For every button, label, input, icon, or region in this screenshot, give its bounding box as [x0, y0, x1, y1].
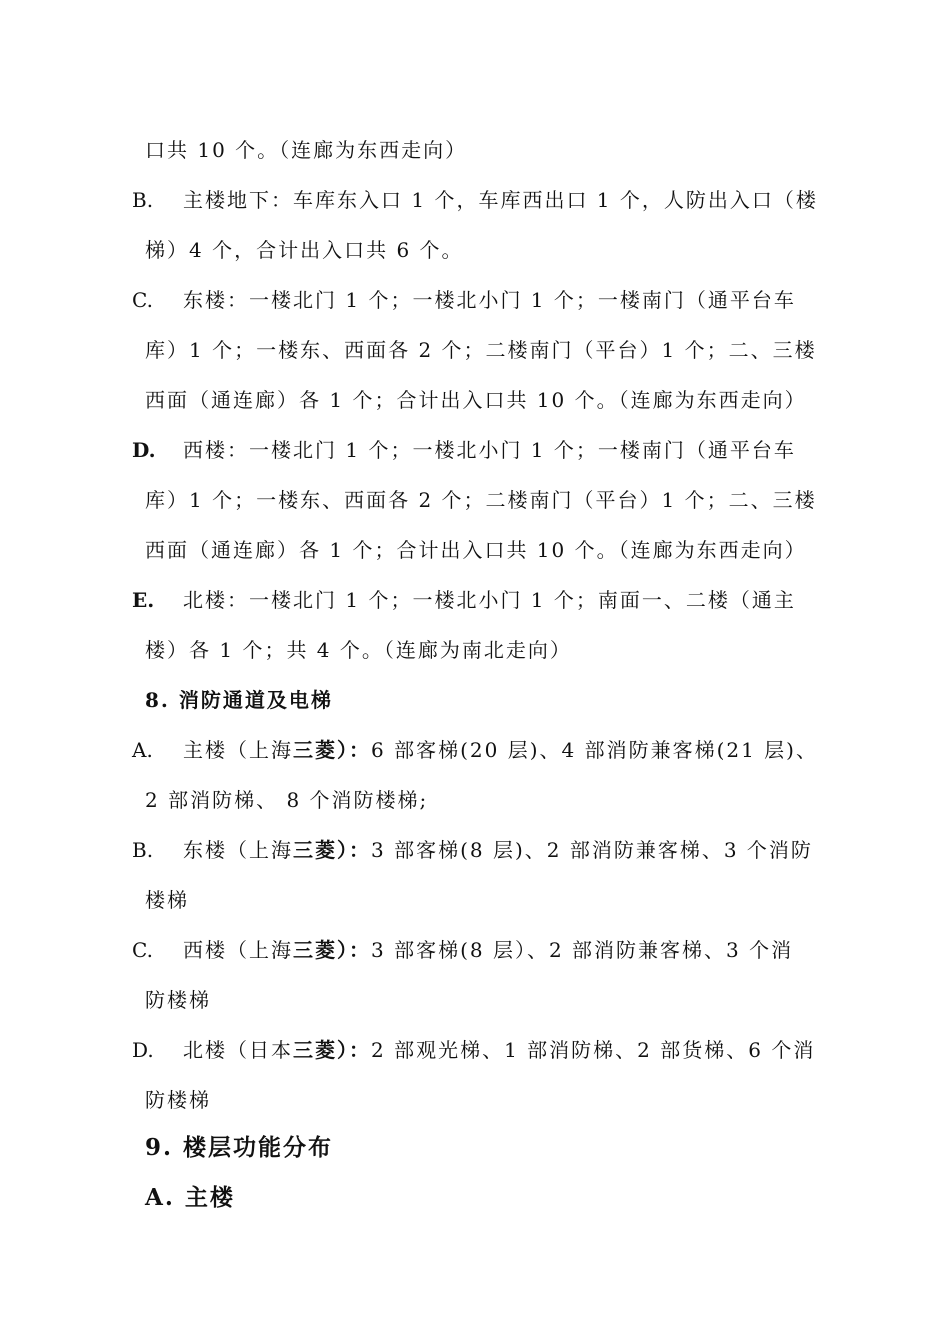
paragraph-line: 库）1 个；一楼东、西面各 2 个；二楼南门（平台）1 个；二、三楼	[145, 488, 817, 512]
elevator-brand: 三菱）：	[293, 738, 371, 762]
elevator-brand: 三菱）：	[293, 938, 371, 962]
item-prefix: 西楼（上海	[183, 938, 293, 962]
list-marker: E.	[132, 588, 155, 612]
list-marker: D.	[132, 438, 156, 462]
paragraph-line: 西面（通连廊）各 1 个；合计出入口共 10 个。（连廊为东西走向）	[145, 388, 807, 412]
list-marker: A.	[132, 738, 153, 762]
list-item-line	[183, 735, 818, 765]
elevator-brand: 三菱）：	[293, 838, 371, 862]
paragraph-line: 北楼：一楼北门 1 个；一楼北小门 1 个；南面一、二楼（通主	[183, 588, 796, 612]
paragraph-line: 口共 10 个。（连廊为东西走向）	[145, 138, 468, 162]
list-item-line	[183, 935, 793, 965]
section-heading: 9. 楼层功能分布	[145, 1134, 334, 1161]
section-heading: 8. 消防通道及电梯	[145, 688, 333, 712]
list-item-line	[183, 1035, 815, 1065]
subsection-heading: A. 主楼	[145, 1184, 235, 1211]
item-detail: 3 部客梯(8 层）、2 部消防兼客梯、3 个消	[371, 938, 794, 962]
item-prefix: 北楼（日本	[183, 1038, 293, 1062]
paragraph-line: 东楼：一楼北门 1 个；一楼北小门 1 个；一楼南门（通平台车	[183, 288, 796, 312]
paragraph-line: 楼）各 1 个；共 4 个。（连廊为南北走向）	[145, 638, 572, 662]
item-prefix: 东楼（上海	[183, 838, 293, 862]
paragraph-line: 西面（通连廊）各 1 个；合计出入口共 10 个。（连廊为东西走向）	[145, 538, 807, 562]
paragraph-line: 主楼地下：车库东入口 1 个，车库西出口 1 个，人防出入口（楼	[183, 188, 818, 212]
list-item-continuation: 2 部消防梯、 8 个消防楼梯;	[145, 788, 429, 812]
item-detail: 6 部客梯(20 层)、4 部消防兼客梯(21 层)、	[371, 738, 818, 762]
item-detail: 2 部观光梯、1 部消防梯、2 部货梯、6 个消	[371, 1038, 816, 1062]
list-marker: D.	[132, 1038, 154, 1062]
list-marker: B.	[132, 188, 154, 212]
list-item-line	[183, 835, 813, 865]
list-marker: C.	[132, 938, 153, 962]
item-detail: 3 部客梯(8 层)、2 部消防兼客梯、3 个消防	[371, 838, 813, 862]
list-item-continuation: 防楼梯	[145, 1088, 211, 1112]
paragraph-line: 西楼：一楼北门 1 个；一楼北小门 1 个；一楼南门（通平台车	[183, 438, 796, 462]
list-marker: C.	[132, 288, 153, 312]
list-marker: B.	[132, 838, 154, 862]
list-item-continuation: 楼梯	[145, 888, 189, 912]
paragraph-line: 梯）4 个，合计出入口共 6 个。	[145, 238, 464, 262]
elevator-brand: 三菱）：	[293, 1038, 371, 1062]
list-item-continuation: 防楼梯	[145, 988, 211, 1012]
paragraph-line: 库）1 个；一楼东、西面各 2 个；二楼南门（平台）1 个；二、三楼	[145, 338, 817, 362]
item-prefix: 主楼（上海	[183, 738, 293, 762]
